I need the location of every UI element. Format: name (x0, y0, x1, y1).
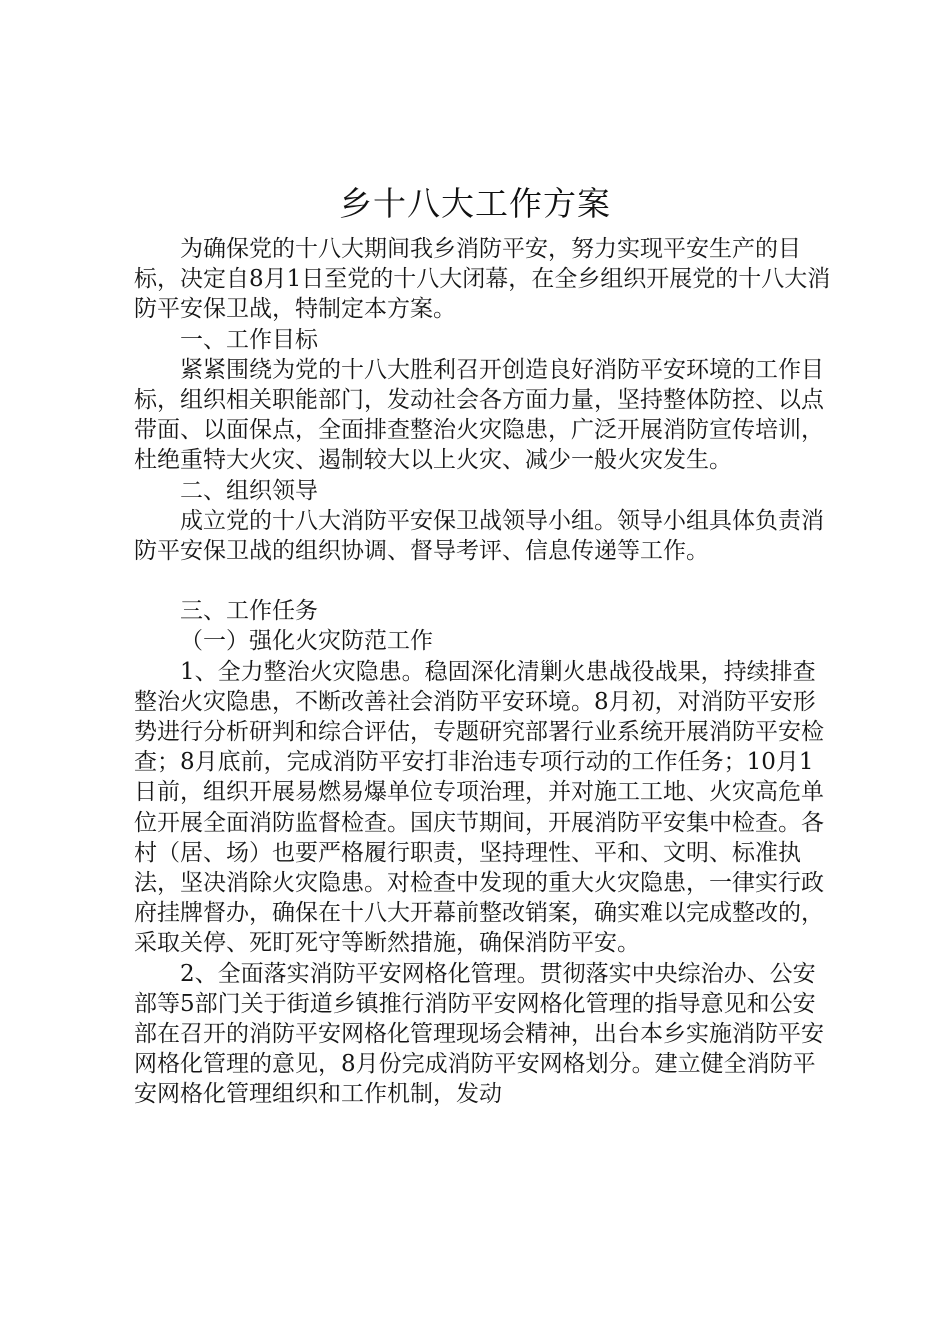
paragraph-spacer (134, 566, 834, 596)
goals-paragraph: 紧紧围绕为党的十八大胜利召开创造良好消防平安环境的工作目标，组织相关职能部门，发动社会各方面力量，坚持整体防控、以点带面、以面保点，全面排查整治火灾隐患，广泛开展消防宣传培训，杜绝重特大火灾、遏制较大以上火灾、减少一般火灾发生。 (134, 356, 824, 474)
task-paragraph-2: 2、全面落实消防平安网格化管理。贯彻落实中央综治办、公安部等5部门关于街道乡镇推行消防平安网格化管理的指导意见和公安部在召开的消防平安网格化管理现场会精神，出台本乡实施消防平安网格化管理的意见，8月份完成消防平安网格划分。建立健全消防平安网格化管理组织和工作机制，发动 (134, 960, 824, 1108)
task-paragraph-1: 1、全力整治火灾隐患。稳固深化清剿火患战役战果，持续排查整治火灾隐患，不断改善社会消防平安环境。8月初，对消防平安形势进行分析研判和综合评估，专题研究部署行业系统开展消防平安检查；8月底前，完成消防平安打非治违专项行动的工作任务；10月1日前，组织开展易燃易爆单位专项治理，并对施工工地、火灾高危单位开展全面消防监督检查。国庆节期间，开展消防平安集中检查。各村（居、场）也要严格履行职责，坚持理性、平和、文明、标准执法，坚决消除火灾隐患。对检查中发现的重大火灾隐患，一律实行政府挂牌督办，确保在十八大开幕前整改销案，确实难以完成整改的，采取关停、死盯死守等断然措施，确保消防平安。 (134, 658, 824, 957)
section-heading-goals: 一、工作目标 (180, 326, 318, 353)
document-title: 乡十八大工作方案 (339, 184, 611, 223)
intro-paragraph: 为确保党的十八大期间我乡消防平安，努力实现平安生产的目标，决定自8月1日至党的十八大闭幕，在全乡组织开展党的十八大消防平安保卫战，特制定本方案。 (134, 236, 831, 323)
section-heading-leadership: 二、组织领导 (180, 477, 318, 504)
document-body (134, 234, 834, 1110)
subsection-heading-fire-prevention: （一）强化火灾防范工作 (180, 628, 433, 655)
section-heading-tasks: 三、工作任务 (180, 598, 318, 625)
leadership-paragraph: 成立党的十八大消防平安保卫战领导小组。领导小组具体负责消防平安保卫战的组织协调、督导考评、信息传递等工作。 (134, 507, 824, 565)
